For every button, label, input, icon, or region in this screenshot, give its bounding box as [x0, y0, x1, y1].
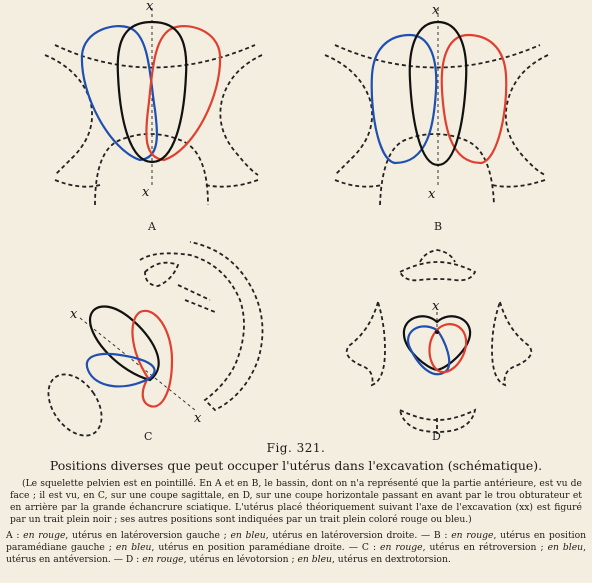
- legend-c-blue-text: , utérus en antéversion. —: [6, 542, 587, 565]
- legend-b-blue-text: , utérus en position paramédiane droite. —: [151, 542, 358, 553]
- panel-a-axis-label-top: x: [146, 0, 154, 14]
- panel-c-axis-label-top: x: [70, 307, 78, 322]
- panel-d-sacrum-top: [420, 250, 455, 262]
- legend-b-red-text: , utérus en position paramédiane gauche ;: [6, 530, 587, 553]
- panel-b-axis-label-bottom: x: [428, 187, 436, 202]
- panel-a-right-iliac: [220, 55, 262, 175]
- panel-c-axis: [80, 318, 195, 410]
- panel-c: [37, 242, 262, 445]
- legend-c-blue-term: en bleu: [547, 542, 584, 553]
- legend-c-red-text: , utérus en rétroversion ;: [422, 542, 544, 553]
- panel-c-pubis: [37, 365, 112, 445]
- panel-b-right-ramus: [492, 180, 545, 187]
- panel-a-pubis: [95, 134, 208, 205]
- figure-note: (Le squelette pelvien est en pointillé. En A et en B, le bassin, dont on n'a représenté que la partie antérieure, est vu de face ; il est vu, en C, sur une coupe sagittale, en D, sur une coupe horizontale passant en avant par le trou obturateur et en arrière par la grande échancrure sciatique. L'utérus placé théoriquement suivant l'axe de l'excavation (xx) est figuré par un trait plein noir ; ses autres positions sont indiquées par un trait plein coloré rouge ou bleu.): [10, 478, 582, 525]
- legend-b-red-term: en rouge: [451, 530, 494, 541]
- legend-b-label: B :: [433, 530, 448, 541]
- panel-b-right-iliac: [506, 55, 548, 175]
- panel-d-sacrum: [400, 262, 475, 280]
- legend-d-label: D :: [125, 554, 140, 565]
- panel-c-axis-label-bottom: x: [194, 411, 202, 426]
- legend-a-blue-term: en bleu: [230, 530, 266, 541]
- panel-a: [45, 0, 262, 233]
- panel-b-left-iliac: [325, 55, 372, 175]
- figure-number: Fig. 321.: [266, 441, 326, 455]
- legend-a-red-text: , utérus en latéroversion gauche ;: [65, 530, 227, 541]
- panel-b-label: B: [434, 220, 443, 233]
- legend-c-red-term: en rouge: [380, 542, 423, 553]
- figure-title: Positions diverses que peut occuper l'utérus dans l'excavation (schématique).: [49, 458, 543, 473]
- panel-a-left-iliac: [45, 55, 92, 175]
- panel-c-uterus-black: [90, 306, 159, 380]
- legend-b-blue-term: en bleu: [115, 542, 152, 553]
- panel-d-right-ischium: [492, 302, 531, 385]
- legend-a-red-term: en rouge: [23, 530, 66, 541]
- panel-b: [325, 3, 548, 233]
- panel-d-left-ischium: [347, 302, 385, 385]
- panel-b-uterus-blue: [372, 35, 437, 163]
- legend-c-label: C :: [361, 542, 377, 553]
- legend-d-red-text: , utérus en lévotorsion ;: [183, 554, 295, 565]
- legend-d-blue-term: en bleu: [297, 554, 332, 565]
- figure-legend: [6, 530, 586, 566]
- panel-a-label: A: [148, 220, 156, 233]
- legend-d-red-term: en rouge: [142, 554, 184, 565]
- panel-b-left-ramus: [335, 180, 382, 187]
- panel-b-axis-label-top: x: [432, 3, 440, 18]
- panel-d: [347, 250, 532, 443]
- panel-a-right-ramus: [205, 180, 258, 187]
- panel-c-sacral-lines: [178, 285, 215, 312]
- panel-c-sacral-vertebra: [145, 263, 178, 286]
- panel-a-left-ramus: [55, 180, 100, 187]
- legend-d-blue-text: , utérus en dextrotorsion.: [331, 554, 451, 565]
- panel-a-axis-label-bottom: x: [142, 185, 150, 200]
- panel-d-axis-label-top: x: [432, 299, 440, 314]
- panel-d-label: D: [432, 430, 441, 443]
- panel-c-sacrum: [140, 242, 263, 410]
- panel-b-pubis: [380, 134, 494, 205]
- panel-b-uterus-red: [442, 35, 507, 163]
- legend-a-label: A :: [6, 530, 20, 541]
- legend-a-blue-text: , utérus en latéroversion droite. —: [265, 530, 431, 541]
- panel-c-label: C: [144, 430, 153, 443]
